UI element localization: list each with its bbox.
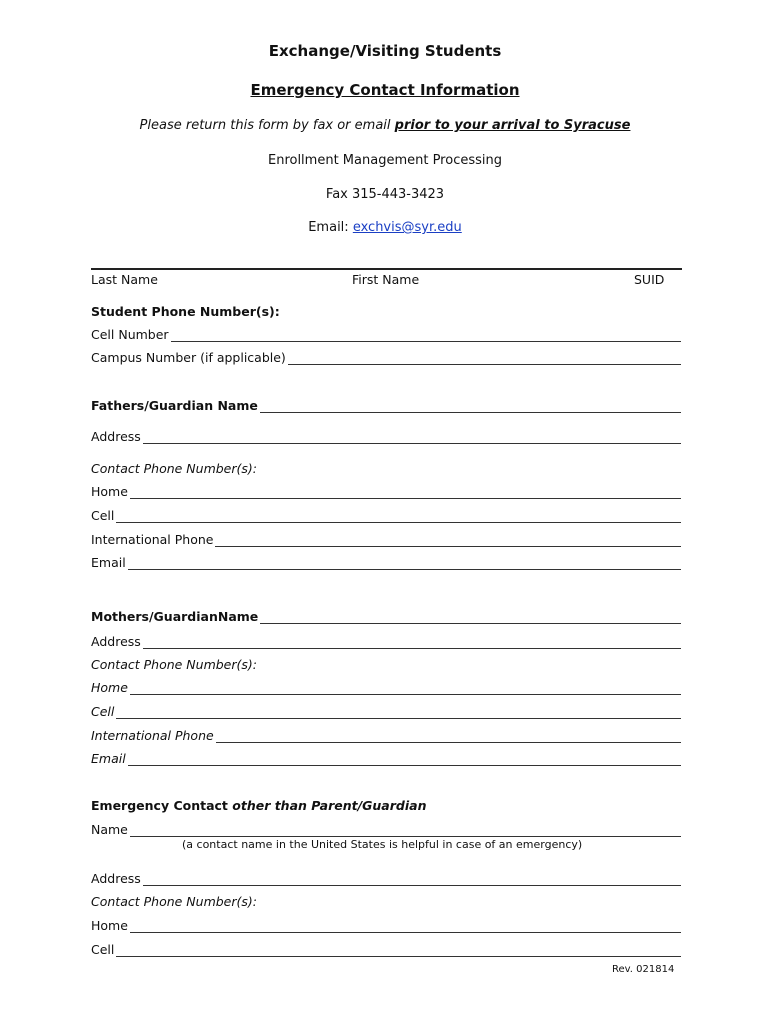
emergency-name-note: (a contact name in the United States is helpful in case of an emergency)	[182, 838, 583, 851]
mother-email-label: Email	[91, 751, 126, 766]
student-cell-field[interactable]	[91, 327, 681, 342]
mother-international-line[interactable]	[216, 731, 681, 743]
mother-address-field[interactable]	[91, 634, 681, 649]
emergency-contact-heading: Contact Phone Number(s):	[91, 894, 257, 909]
student-campus-field[interactable]	[91, 350, 681, 365]
mother-email-line[interactable]	[128, 754, 681, 766]
fax-number: Fax 315-443-3423	[325, 187, 445, 202]
mother-address-label: Address	[91, 634, 141, 649]
revision-label: Rev. 021814	[612, 964, 675, 975]
office-name: Enrollment Management Processing	[267, 153, 502, 168]
first-name-label: First Name	[352, 272, 420, 287]
father-international-label: International Phone	[91, 532, 214, 547]
student-campus-line[interactable]	[288, 353, 681, 365]
emergency-heading-italic: other than Parent/Guardian	[232, 798, 427, 813]
mother-international-label: International Phone	[91, 728, 214, 743]
mother-address-line[interactable]	[143, 637, 681, 649]
last-name-label: Last Name	[91, 272, 158, 287]
suid-label: SUID	[634, 272, 665, 287]
email-label: Email:	[308, 220, 353, 235]
mother-cell-field[interactable]	[91, 704, 681, 719]
name-rule	[91, 268, 682, 270]
father-email-label: Email	[91, 555, 126, 570]
mother-name-line[interactable]	[260, 612, 681, 624]
father-contact-heading: Contact Phone Number(s):	[91, 461, 257, 476]
emergency-name-line[interactable]	[130, 825, 681, 837]
emergency-home-label: Home	[91, 918, 128, 933]
father-name-line[interactable]	[260, 401, 681, 413]
emergency-cell-label: Cell	[91, 942, 115, 957]
return-instruction	[0, 118, 770, 133]
father-home-label: Home	[91, 484, 128, 499]
student-campus-label: Campus Number (if applicable)	[91, 350, 286, 365]
father-cell-line[interactable]	[116, 511, 681, 523]
mother-international-field[interactable]	[91, 728, 681, 743]
emergency-address-line[interactable]	[143, 874, 681, 886]
father-cell-label: Cell	[91, 508, 115, 523]
instruction-emphasis: prior to your arrival to Syracuse	[394, 118, 631, 133]
mother-email-field[interactable]	[91, 751, 681, 766]
father-name-label: Fathers/Guardian Name	[91, 398, 258, 413]
emergency-name-field[interactable]	[91, 822, 681, 837]
father-cell-field[interactable]	[91, 508, 681, 523]
father-email-field[interactable]	[91, 555, 681, 570]
emergency-heading	[91, 798, 426, 813]
father-name-field[interactable]	[91, 398, 681, 413]
emergency-home-line[interactable]	[130, 921, 681, 933]
emergency-address-field[interactable]	[91, 871, 681, 886]
father-email-line[interactable]	[128, 558, 681, 570]
father-address-line[interactable]	[143, 432, 681, 444]
mother-contact-heading: Contact Phone Number(s):	[91, 657, 257, 672]
father-international-field[interactable]	[91, 532, 681, 547]
mother-cell-line[interactable]	[116, 707, 681, 719]
emergency-home-field[interactable]	[91, 918, 681, 933]
mother-home-label: Home	[91, 680, 128, 695]
emergency-heading-bold: Emergency Contact	[91, 798, 233, 813]
instruction-text: Please return this form by fax or email	[139, 118, 395, 133]
email-link[interactable]: exchvis@syr.edu	[352, 220, 462, 235]
student-phone-heading: Student Phone Number(s):	[91, 304, 280, 319]
student-cell-label: Cell Number	[91, 327, 169, 342]
form-title: Exchange/Visiting Students	[268, 42, 502, 60]
emergency-name-label: Name	[91, 822, 128, 837]
mother-name-label: Mothers/GuardianName	[91, 609, 259, 624]
mother-name-field[interactable]	[91, 609, 681, 624]
father-international-line[interactable]	[215, 535, 681, 547]
student-cell-line[interactable]	[171, 330, 681, 342]
mother-home-field[interactable]	[91, 680, 681, 695]
father-address-label: Address	[91, 429, 141, 444]
father-address-field[interactable]	[91, 429, 681, 444]
mother-home-line[interactable]	[130, 683, 681, 695]
emergency-cell-field[interactable]	[91, 942, 681, 957]
mother-cell-label: Cell	[91, 704, 115, 719]
emergency-cell-line[interactable]	[116, 945, 681, 957]
form-subtitle: Emergency Contact Information	[250, 81, 520, 99]
emergency-address-label: Address	[91, 871, 141, 886]
father-home-line[interactable]	[130, 487, 681, 499]
father-home-field[interactable]	[91, 484, 681, 499]
email-line	[0, 220, 770, 235]
